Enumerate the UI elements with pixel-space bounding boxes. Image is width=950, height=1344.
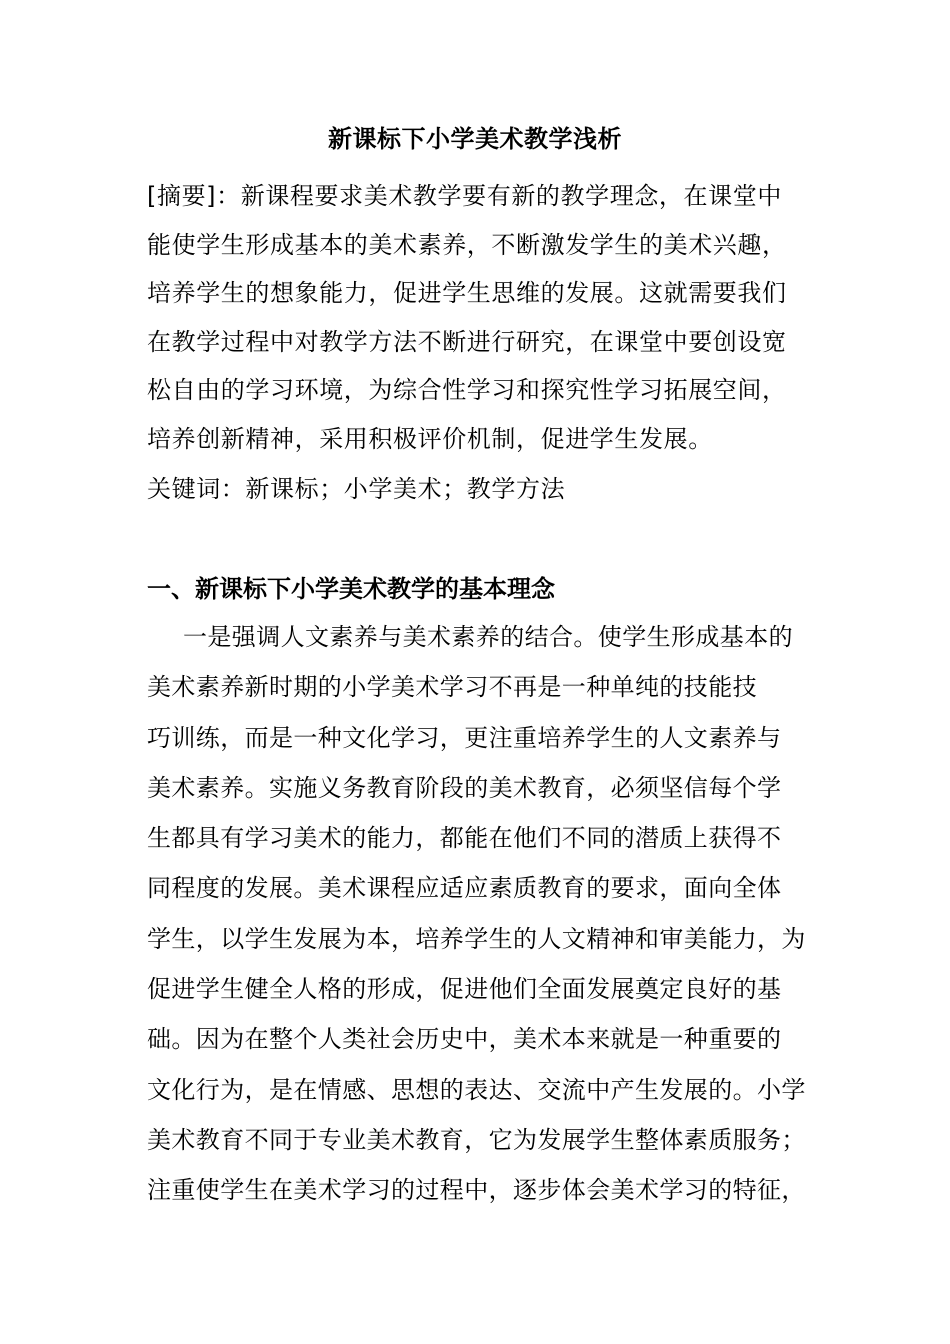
body-line: 础。因为在整个人类社会历史中，美术本来就是一种重要的 xyxy=(147,1025,782,1054)
body-line: 一是强调人文素养与美术素养的结合。使学生形成基本的 xyxy=(183,623,793,651)
body-line: 美术素养新时期的小学美术学习不再是一种单纯的技能技 xyxy=(147,673,757,702)
body-line: 美术素养。实施义务教育阶段的美术教育，必须坚信每个学 xyxy=(147,773,782,802)
abstract-line: 松自由的学习环境，为综合性学习和探究性学习拓展空间， xyxy=(147,376,787,404)
document-title: 新课标下小学美术教学浅析 xyxy=(328,125,622,153)
abstract-line: 在教学过程中对教学方法不断进行研究，在课堂中要创设宽 xyxy=(147,327,787,356)
abstract-line: 培养创新精神，采用积极评价机制，促进学生发展。 xyxy=(147,424,713,453)
section-body-paragraph xyxy=(147,612,807,1216)
body-line: 美术教育不同于专业美术教育，它为发展学生整体素质服务； xyxy=(147,1125,806,1154)
section-heading: 一、新课标下小学美术教学的基本理念 xyxy=(147,575,555,603)
body-line: 生都具有学习美术的能力，都能在他们不同的潜质上获得不 xyxy=(147,824,782,853)
body-line: 学生，以学生发展为本，培养学生的人文精神和审美能力，为 xyxy=(147,924,806,953)
abstract-line: [摘要]：新课程要求美术教学要有新的教学理念，在课堂中 xyxy=(147,182,782,210)
keywords-line: 关键词：新课标；小学美术；教学方法 xyxy=(147,475,566,503)
abstract-paragraph xyxy=(147,172,807,463)
body-line: 文化行为，是在情感、思想的表达、交流中产生发展的。小学 xyxy=(147,1075,806,1104)
body-line: 同程度的发展。美术课程应适应素质教育的要求，面向全体 xyxy=(147,874,782,903)
body-line: 注重使学生在美术学习的过程中，逐步体会美术学习的特征， xyxy=(147,1176,806,1205)
body-line: 巧训练，而是一种文化学习，更注重培养学生的人文素养与 xyxy=(147,723,782,752)
abstract-line: 能使学生形成基本的美术素养，不断激发学生的美术兴趣， xyxy=(147,230,787,259)
body-line: 促进学生健全人格的形成，促进他们全面发展奠定良好的基 xyxy=(147,975,782,1004)
abstract-line: 培养学生的想象能力，促进学生思维的发展。这就需要我们 xyxy=(147,279,787,307)
